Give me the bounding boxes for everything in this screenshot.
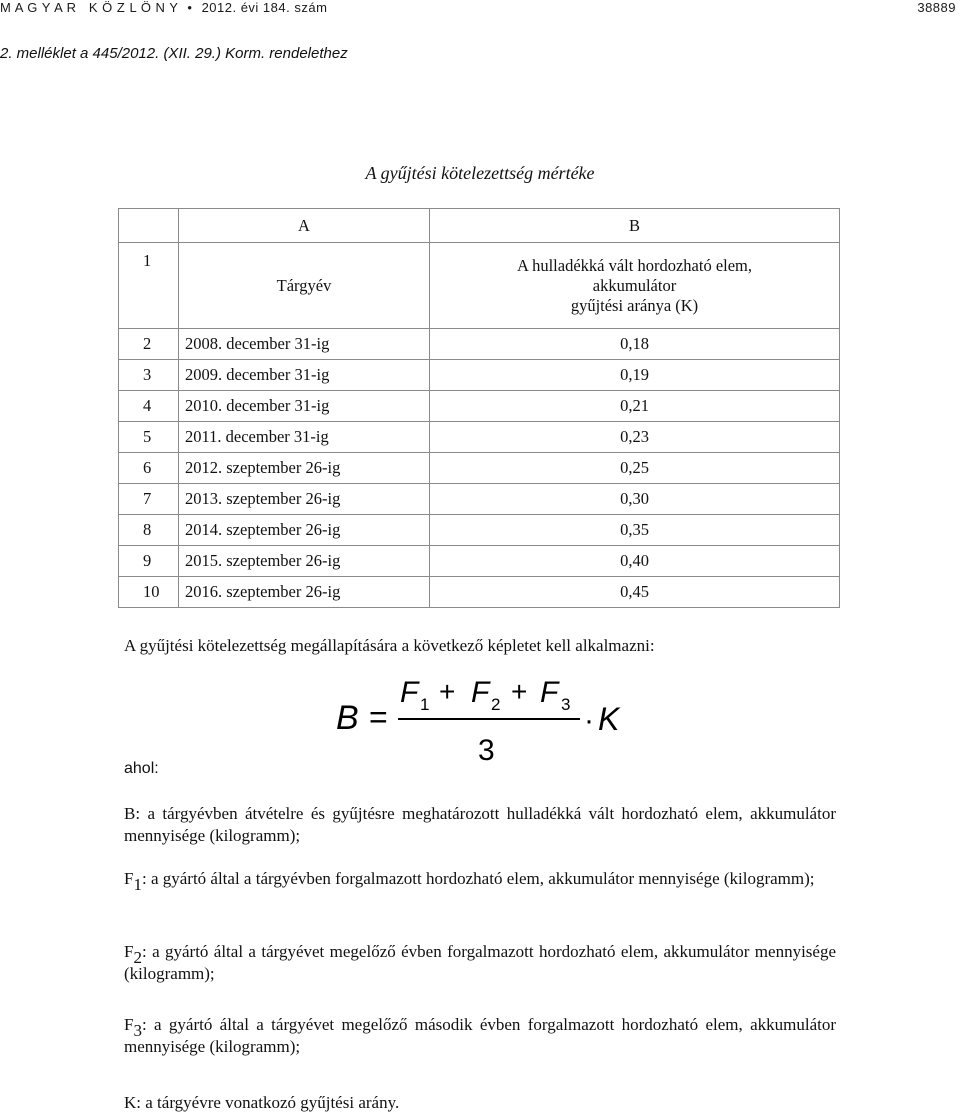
collection-rate-cell: 0,21 bbox=[430, 391, 840, 422]
table-row bbox=[119, 577, 840, 608]
column-a-letter: A bbox=[179, 209, 430, 243]
collection-rate-cell: 0,35 bbox=[430, 515, 840, 546]
formula-sub2: 2 bbox=[491, 695, 501, 714]
f2-text: : a gyártó által a tárgyévet megelőző évben forgalmazott hordozható elem, akkumulátor mennyisége (kilogramm); bbox=[124, 942, 836, 983]
target-year-cell: 2016. szeptember 26-ig bbox=[179, 577, 430, 608]
table-row bbox=[119, 546, 840, 577]
formula-f2: F bbox=[471, 676, 490, 709]
f1-symbol: F bbox=[124, 869, 134, 888]
issue-label: 2012. évi 184. szám bbox=[201, 0, 328, 15]
f1-text: : a gyártó által a tárgyévben forgalmazott hordozható elem, akkumulátor mennyisége (kilogramm); bbox=[141, 869, 815, 888]
where-label: ahol: bbox=[124, 760, 159, 777]
row-number: 1 bbox=[119, 243, 179, 329]
collection-rate-cell: 0,18 bbox=[430, 329, 840, 360]
formula-intro: A gyűjtési kötelezettség megállapítására a következő képletet kell alkalmazni: bbox=[124, 636, 655, 655]
formula-lhs: B bbox=[336, 699, 359, 737]
row-number: 5 bbox=[119, 422, 179, 453]
formula-equals: = bbox=[369, 699, 388, 735]
collection-rate-cell: 0,23 bbox=[430, 422, 840, 453]
header-row bbox=[119, 243, 840, 329]
column-b-header-line: akkumulátor bbox=[592, 275, 677, 295]
collection-rate-cell: 0,45 bbox=[430, 577, 840, 608]
formula-plus2: + bbox=[511, 676, 528, 707]
annex-title: 2. melléklet a 445/2012. (XII. 29.) Korm. rendelethez bbox=[0, 45, 348, 62]
formula-sub1: 1 bbox=[420, 695, 430, 714]
row-number: 2 bbox=[119, 329, 179, 360]
collection-rate-cell: 0,19 bbox=[430, 360, 840, 391]
table-row bbox=[119, 329, 840, 360]
running-header bbox=[0, 0, 956, 14]
f1-subscript: 1 bbox=[133, 875, 142, 894]
target-year-cell: 2013. szeptember 26-ig bbox=[179, 484, 430, 515]
row-number: 4 bbox=[119, 391, 179, 422]
column-b-header bbox=[430, 243, 840, 329]
header-bullet: • bbox=[187, 0, 193, 15]
publication-name: M A G Y A R K Ö Z L Ö N Y bbox=[0, 0, 179, 15]
table-title: A gyűjtési kötelezettség mértéke bbox=[365, 163, 595, 183]
column-a-header: Tárgyév bbox=[179, 243, 430, 329]
formula-denominator: 3 bbox=[478, 734, 495, 767]
definition-k: K: a tárgyévre vonatkozó gyűjtési arány. bbox=[124, 1093, 400, 1112]
definition-f3 bbox=[124, 1014, 836, 1058]
target-year-cell: 2012. szeptember 26-ig bbox=[179, 453, 430, 484]
target-year-cell: 2008. december 31-ig bbox=[179, 329, 430, 360]
definition-b: B: a tárgyévben átvételre és gyűjtésre meghatározott hulladékká vált hordozható elem, akkumulátor mennyisége (kilogramm); bbox=[124, 804, 836, 845]
collection-rate-cell: 0,30 bbox=[430, 484, 840, 515]
formula-f3: F bbox=[540, 676, 559, 709]
row-number: 9 bbox=[119, 546, 179, 577]
header-left bbox=[0, 0, 327, 15]
collection-formula bbox=[334, 672, 634, 772]
f3-symbol: F bbox=[124, 1015, 134, 1034]
target-year-cell: 2014. szeptember 26-ig bbox=[179, 515, 430, 546]
definition-f1 bbox=[124, 868, 836, 894]
column-b-header-line: A hulladékká vált hordozható elem, bbox=[516, 255, 753, 275]
column-b-letter: B bbox=[430, 209, 840, 243]
table-row bbox=[119, 484, 840, 515]
table-row bbox=[119, 391, 840, 422]
collection-rate-table bbox=[118, 208, 840, 608]
f3-text: : a gyártó által a tárgyévet megelőző második évben forgalmazott hordozható elem, akkumulátor mennyisége (kilogramm); bbox=[124, 1015, 836, 1056]
table-row bbox=[119, 422, 840, 453]
row-number: 3 bbox=[119, 360, 179, 391]
table-row bbox=[119, 360, 840, 391]
f2-subscript: 2 bbox=[133, 948, 142, 967]
target-year-cell: 2011. december 31-ig bbox=[179, 422, 430, 453]
table-row bbox=[119, 515, 840, 546]
formula-f1: F bbox=[400, 676, 419, 709]
column-letter-row bbox=[119, 209, 840, 243]
formula-plus1: + bbox=[439, 676, 456, 707]
target-year-cell: 2009. december 31-ig bbox=[179, 360, 430, 391]
collection-rate-cell: 0,25 bbox=[430, 453, 840, 484]
corner-cell bbox=[119, 209, 179, 243]
formula-sub3: 3 bbox=[561, 695, 571, 714]
table-row bbox=[119, 453, 840, 484]
row-number: 6 bbox=[119, 453, 179, 484]
page-number: 38889 bbox=[917, 0, 956, 15]
row-number: 8 bbox=[119, 515, 179, 546]
definition-f2 bbox=[124, 941, 836, 985]
formula-k: K bbox=[598, 701, 620, 737]
f2-symbol: F bbox=[124, 942, 134, 961]
target-year-cell: 2010. december 31-ig bbox=[179, 391, 430, 422]
formula-dot: · bbox=[584, 704, 594, 737]
row-number: 7 bbox=[119, 484, 179, 515]
collection-rate-cell: 0,40 bbox=[430, 546, 840, 577]
f3-subscript: 3 bbox=[133, 1021, 142, 1040]
row-number: 10 bbox=[119, 577, 179, 608]
target-year-cell: 2015. szeptember 26-ig bbox=[179, 546, 430, 577]
column-b-header-line: gyűjtési aránya (K) bbox=[570, 295, 699, 315]
